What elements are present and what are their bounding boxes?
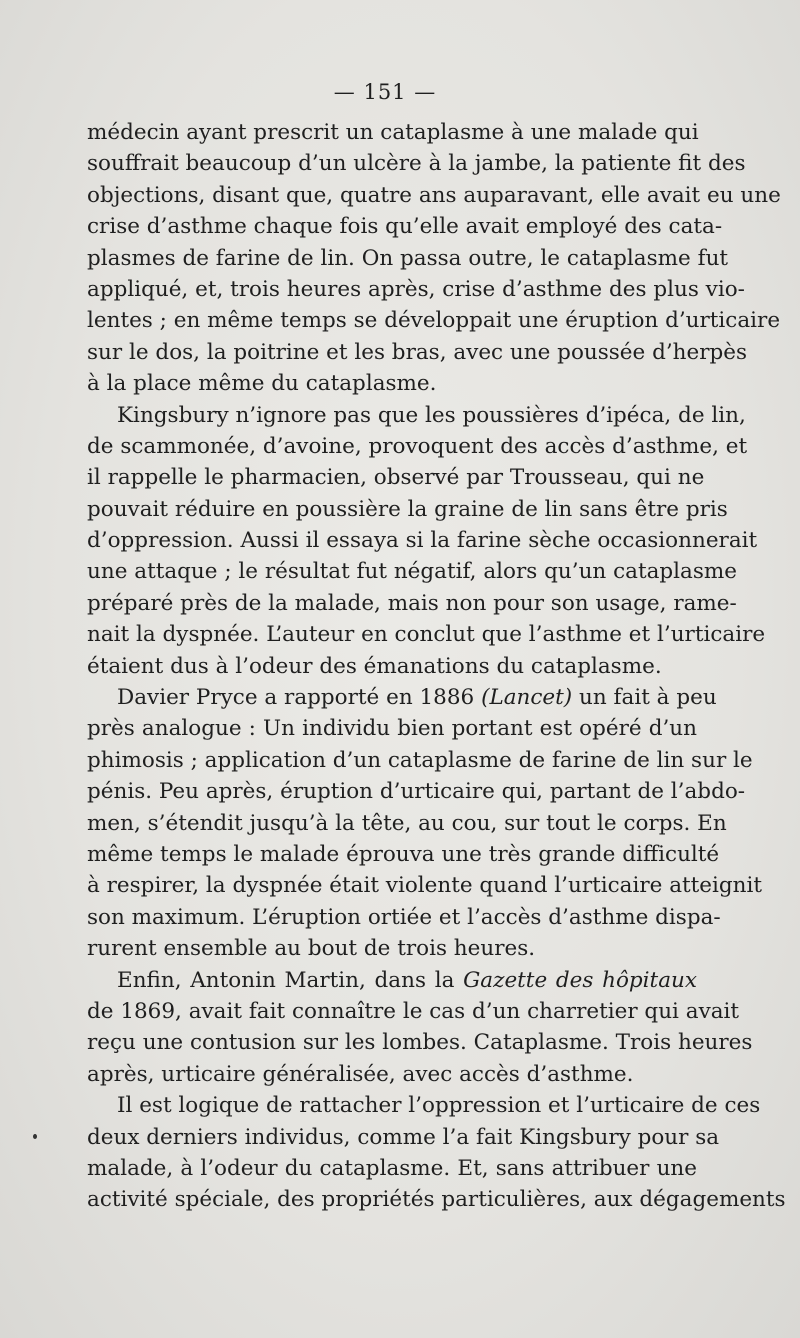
text-line: appliqué, et, trois heures après, crise d’asthme des plus vio- [87,276,745,302]
text-line: souffrait beaucoup d’un ulcère à la jambe, la patiente fit des [87,151,746,177]
body-text [87,117,786,1216]
text-line: d’oppression. Aussi il essaya si la farine sèche occasionnerait [87,528,758,554]
text-line: Il est logique de rattacher l’oppression et l’urticaire de ces [117,1093,761,1119]
italic-title: Gazette des hôpitaux [463,967,697,993]
text-line: nait la dyspnée. L’auteur en conclut que l’asthme et l’urticaire [87,622,766,648]
text-line: crise d’asthme chaque fois qu’elle avait employé des cata- [87,214,723,240]
italic-title: (Lancet) [481,685,573,711]
text-line: reçu une contusion sur les lombes. Cataplasme. Trois heures [87,1030,753,1056]
text-line: de 1869, avait fait connaître le cas d’un charretier qui avait [87,998,740,1024]
text-line: pouvait réduire en poussière la graine de lin sans être pris [87,496,728,522]
text-line: à la place même du cataplasme. [87,371,437,397]
paragraph [87,400,766,683]
paragraph [87,1090,786,1216]
text-line: rurent ensemble au bout de trois heures. [87,936,536,962]
text-line: préparé près de la malade, mais non pour son usage, rame- [87,590,737,616]
paragraph [87,682,763,965]
paragraph [87,117,781,400]
text-line: une attaque ; le résultat fut négatif, alors qu’un cataplasme [87,559,738,585]
text-line: deux derniers individus, comme l’a fait Kingsbury pour sa [87,1124,720,1150]
text-line: il rappelle le pharmacien, observé par Trousseau, qui ne [87,465,705,491]
paragraph [87,965,753,1091]
ink-speck [33,1134,37,1139]
text-line: son maximum. L’éruption ortiée et l’accès d’asthme dispa- [87,904,721,930]
text-line: objections, disant que, quatre ans auparavant, elle avait eu une [87,182,781,208]
text-line: malade, à l’odeur du cataplasme. Et, sans attribuer une [87,1155,697,1181]
text-line: étaient dus à l’odeur des émanations du cataplasme. [87,653,662,679]
text-line: men, s’étendit jusqu’à la tête, au cou, sur tout le corps. En [87,810,727,836]
text-line: sur le dos, la poitrine et les bras, avec une poussée d’herpès [87,339,748,365]
text-line: même temps le malade éprouva une très grande difficulté [87,841,720,867]
text-line: pénis. Peu après, éruption d’urticaire qui, partant de l’abdo- [87,779,746,805]
text-line: près analogue : Un individu bien portant est opéré d’un [87,716,697,742]
text-line: plasmes de farine de lin. On passa outre, le cataplasme fut [87,245,729,271]
text-line: Kingsbury n’ignore pas que les poussières d’ipéca, de lin, [117,402,746,428]
text-line: lentes ; en même temps se développait une éruption d’urticaire [87,308,781,334]
text-line: après, urticaire généralisée, avec accès d’asthme. [87,1061,634,1087]
text-line: à respirer, la dyspnée était violente quand l’urticaire atteignit [87,873,763,899]
text-line: médecin ayant prescrit un cataplasme à une malade qui [87,120,699,145]
text-line: de scammonée, d’avoine, provoquent des accès d’asthme, et [87,433,748,459]
page-number: — 151 — [333,80,437,104]
text-line: phimosis ; application d’un cataplasme de farine de lin sur le [87,747,753,773]
text-line: Enfin, Antonin Martin, dans la Gazette des hôpitaux [117,967,697,993]
text-line: activité spéciale, des propriétés particulières, aux dégagements [87,1187,786,1213]
text-line: Davier Pryce a rapporté en 1886 (Lancet) un fait à peu [117,685,717,711]
